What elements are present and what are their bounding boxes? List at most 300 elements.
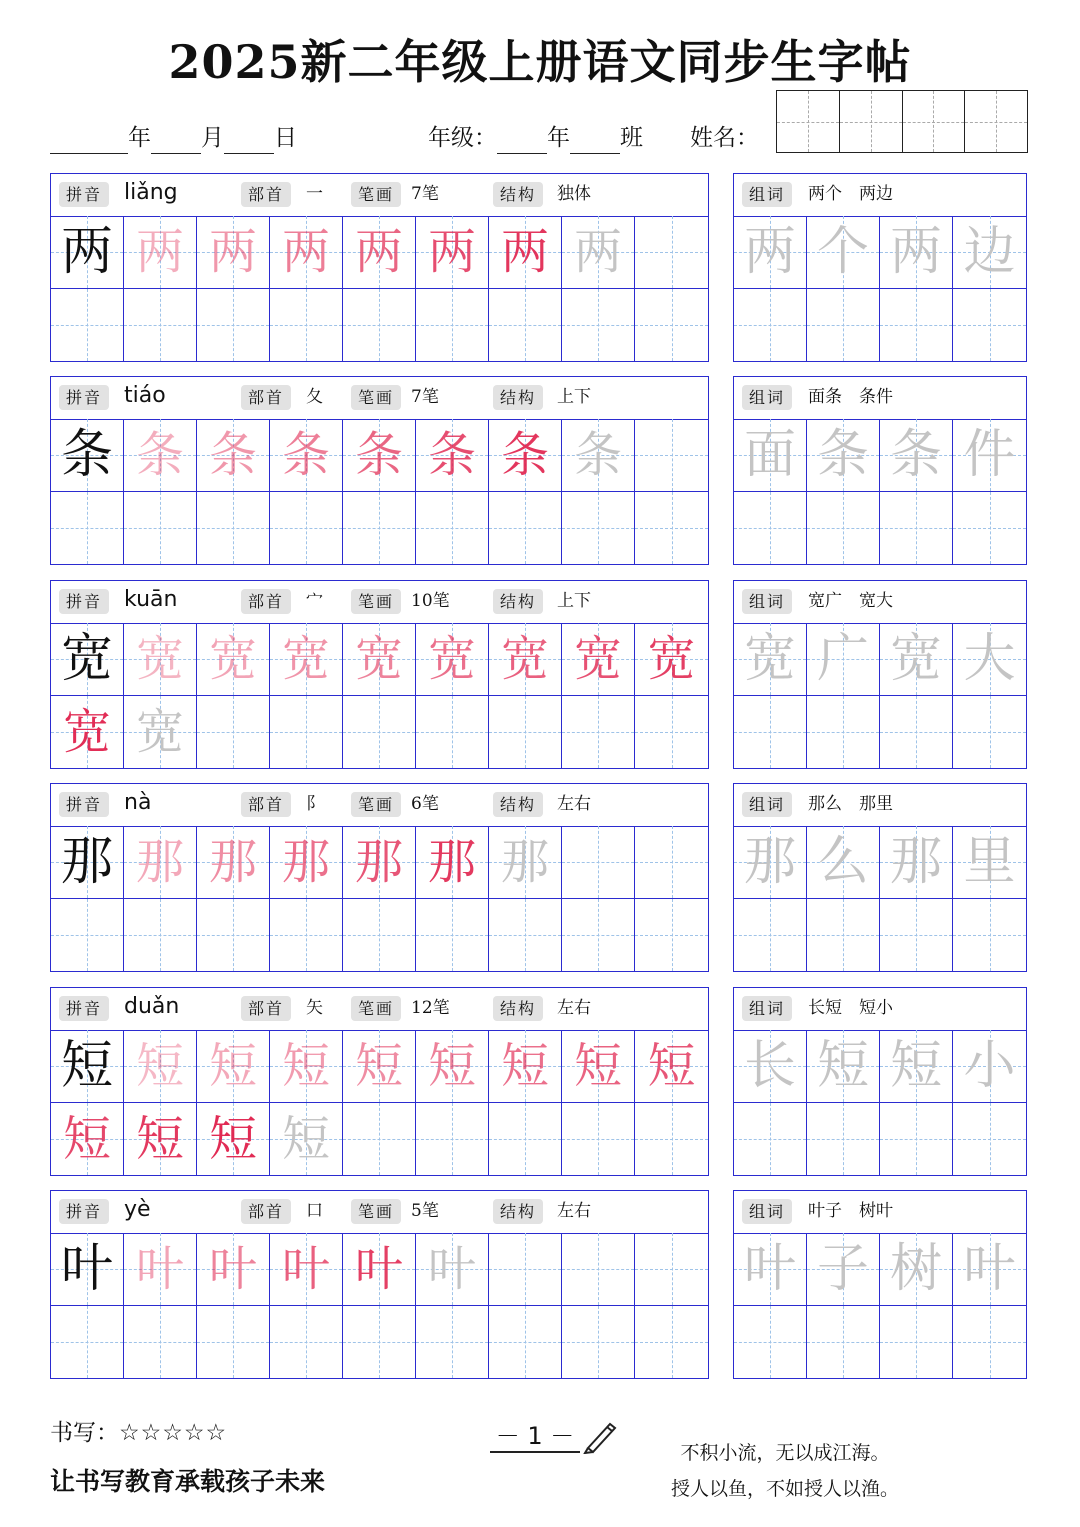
page-number: － 1 － (495, 1422, 575, 1450)
model-character: 宽 (60, 628, 113, 689)
word-cell[interactable] (734, 1030, 807, 1103)
name-cell[interactable] (840, 91, 903, 152)
char-info-bar (51, 784, 708, 827)
practice-cell[interactable] (343, 289, 416, 362)
words-label: 组词 (742, 182, 792, 207)
model-character: 短 (60, 1035, 113, 1096)
practice-cell[interactable] (197, 289, 270, 362)
pinyin-label: 拼音 (59, 182, 109, 207)
words-label: 组词 (742, 1199, 792, 1224)
stroke-order-step: 短 (647, 1037, 696, 1094)
practice-cell[interactable] (343, 492, 416, 565)
practice-cell[interactable] (635, 289, 708, 362)
practice-cell[interactable] (562, 1103, 635, 1176)
word-trace-character: 小 (963, 1035, 1016, 1096)
pinyin-value: tiáo (124, 383, 166, 408)
date-line (50, 122, 297, 154)
stroke-order-step: 叶 (354, 1240, 403, 1297)
pinyin-value: yè (124, 1197, 151, 1222)
word-cell[interactable] (807, 492, 880, 565)
stroke-order-step: 短 (208, 1110, 257, 1167)
practice-cell[interactable] (124, 492, 197, 565)
pinyin-value: nà (124, 790, 152, 815)
word-cell[interactable] (734, 696, 807, 769)
day-label: 日 (274, 125, 297, 151)
practice-cell[interactable] (343, 1306, 416, 1379)
practice-cell[interactable] (51, 216, 124, 289)
words-value: 叶子 树叶 (808, 1201, 893, 1221)
model-character: 那 (60, 831, 113, 892)
char-panel (50, 173, 709, 362)
practice-cell[interactable] (416, 1233, 489, 1306)
stroke-order-step: 那 (208, 833, 257, 890)
practice-cell[interactable] (51, 492, 124, 565)
practice-cell[interactable] (489, 623, 562, 696)
strokes-value: 10笔 (411, 591, 450, 611)
word-cell[interactable] (953, 289, 1026, 362)
grade-year-blank[interactable] (497, 127, 547, 154)
words-value: 那么 那里 (808, 794, 893, 814)
word-cell[interactable] (880, 1306, 953, 1379)
practice-cell[interactable] (562, 899, 635, 972)
word-cell[interactable] (807, 623, 880, 696)
strokes-value: 5笔 (411, 1201, 439, 1221)
practice-cell[interactable] (124, 826, 197, 899)
word-cell[interactable] (880, 696, 953, 769)
word-trace-character: 件 (963, 424, 1016, 485)
practice-cell[interactable] (270, 419, 343, 492)
pinyin-value: kuān (124, 587, 178, 612)
word-trace-character: 么 (816, 831, 869, 892)
stroke-order-step: 条 (427, 426, 476, 483)
practice-cell[interactable] (124, 419, 197, 492)
strokes-label: 笔画 (351, 996, 401, 1021)
char-panel (50, 376, 709, 565)
practice-grid (51, 216, 708, 361)
practice-cell[interactable] (270, 1030, 343, 1103)
word-cell[interactable] (734, 826, 807, 899)
char-panel (50, 580, 709, 769)
practice-cell[interactable] (416, 1030, 489, 1103)
stroke-order-step: 短 (427, 1037, 476, 1094)
radical-value: 阝 (306, 794, 323, 814)
word-trace-character: 树 (889, 1238, 942, 1299)
practice-cell[interactable] (562, 1306, 635, 1379)
words-label: 组词 (742, 792, 792, 817)
word-cell[interactable] (880, 899, 953, 972)
day-blank[interactable] (224, 127, 274, 154)
practice-cell[interactable] (416, 826, 489, 899)
model-character: 两 (60, 221, 113, 282)
strokes-label: 笔画 (351, 589, 401, 614)
words-panel (733, 580, 1027, 769)
name-cell[interactable] (965, 91, 1027, 152)
page-number-underline (490, 1451, 580, 1453)
practice-cell[interactable] (270, 289, 343, 362)
word-cell[interactable] (953, 216, 1026, 289)
words-info-bar (734, 988, 1026, 1031)
practice-cell[interactable] (562, 216, 635, 289)
structure-label: 结构 (493, 182, 543, 207)
practice-cell[interactable] (635, 492, 708, 565)
stroke-order-step: 条 (354, 426, 403, 483)
practice-cell[interactable] (343, 419, 416, 492)
stroke-order-step: 条 (135, 426, 184, 483)
practice-cell[interactable] (51, 289, 124, 362)
rating-label: 书写： (50, 1420, 119, 1446)
practice-cell[interactable] (416, 623, 489, 696)
practice-cell[interactable] (489, 419, 562, 492)
words-label: 组词 (742, 996, 792, 1021)
practice-cell[interactable] (635, 1030, 708, 1103)
stroke-order-step: 短 (281, 1110, 330, 1167)
word-cell[interactable] (953, 1030, 1026, 1103)
words-info-bar (734, 784, 1026, 827)
word-cell[interactable] (880, 623, 953, 696)
structure-value: 上下 (557, 591, 591, 611)
practice-cell[interactable] (270, 1233, 343, 1306)
practice-cell[interactable] (51, 1306, 124, 1379)
word-cell[interactable] (807, 696, 880, 769)
practice-cell[interactable] (343, 696, 416, 769)
practice-cell[interactable] (270, 216, 343, 289)
practice-cell[interactable] (489, 1030, 562, 1103)
word-trace-character: 长 (743, 1035, 796, 1096)
practice-cell[interactable] (635, 826, 708, 899)
word-trace-character: 叶 (963, 1238, 1016, 1299)
words-grid (734, 1233, 1026, 1378)
stroke-order-step: 短 (208, 1037, 257, 1094)
practice-cell[interactable] (416, 696, 489, 769)
word-trace-character: 边 (963, 221, 1016, 282)
word-cell[interactable] (807, 1030, 880, 1103)
practice-cell[interactable] (635, 899, 708, 972)
stroke-order-step: 宽 (354, 630, 403, 687)
radical-value: 夂 (306, 387, 323, 407)
practice-cell[interactable] (343, 1233, 416, 1306)
practice-cell[interactable] (124, 1306, 197, 1379)
structure-label: 结构 (493, 792, 543, 817)
word-cell[interactable] (734, 419, 807, 492)
radical-value: 一 (306, 184, 323, 204)
word-cell[interactable] (880, 1103, 953, 1176)
words-grid (734, 623, 1026, 768)
slogan: 让书写教育承载孩子未来 (50, 1467, 326, 1496)
practice-cell[interactable] (270, 1103, 343, 1176)
word-trace-character: 短 (816, 1035, 869, 1096)
stroke-order-step: 叶 (281, 1240, 330, 1297)
pinyin-label: 拼音 (59, 996, 109, 1021)
practice-cell[interactable] (489, 1103, 562, 1176)
word-cell[interactable] (807, 289, 880, 362)
word-cell[interactable] (807, 899, 880, 972)
char-info-bar (51, 1191, 708, 1234)
stroke-order-step: 两 (500, 223, 549, 280)
word-cell[interactable] (953, 1306, 1026, 1379)
practice-cell[interactable] (635, 623, 708, 696)
stroke-order-step: 条 (573, 426, 622, 483)
structure-value: 左右 (557, 794, 591, 814)
practice-cell[interactable] (197, 1030, 270, 1103)
practice-grid (51, 1233, 708, 1378)
word-cell[interactable] (807, 1103, 880, 1176)
practice-grid (51, 623, 708, 768)
practice-cell[interactable] (489, 696, 562, 769)
radical-label: 部首 (241, 182, 291, 207)
grade-class-blank[interactable] (570, 127, 620, 154)
structure-label: 结构 (493, 589, 543, 614)
word-cell[interactable] (953, 899, 1026, 972)
practice-cell[interactable] (197, 826, 270, 899)
word-cell[interactable] (734, 289, 807, 362)
practice-cell[interactable] (51, 826, 124, 899)
word-trace-character: 面 (743, 424, 796, 485)
practice-cell[interactable] (124, 289, 197, 362)
grade-year-label: 年 (547, 125, 570, 151)
name-cell[interactable] (903, 91, 966, 152)
practice-cell[interactable] (197, 1103, 270, 1176)
radical-value: 口 (306, 1201, 323, 1221)
pinyin-label: 拼音 (59, 1199, 109, 1224)
practice-cell[interactable] (124, 1030, 197, 1103)
stroke-order-step: 两 (135, 223, 184, 280)
practice-cell[interactable] (562, 696, 635, 769)
practice-cell[interactable] (416, 1103, 489, 1176)
year-blank[interactable] (50, 127, 128, 154)
structure-value: 上下 (557, 387, 591, 407)
practice-cell[interactable] (51, 1103, 124, 1176)
stroke-order-step: 宽 (208, 630, 257, 687)
stroke-order-step: 宽 (573, 630, 622, 687)
practice-cell[interactable] (343, 216, 416, 289)
practice-cell[interactable] (489, 492, 562, 565)
stroke-order-step: 短 (500, 1037, 549, 1094)
word-cell[interactable] (734, 492, 807, 565)
practice-cell[interactable] (489, 289, 562, 362)
word-cell[interactable] (734, 623, 807, 696)
word-cell[interactable] (880, 826, 953, 899)
rating-stars[interactable]: ☆☆☆☆☆ (119, 1420, 228, 1446)
practice-cell[interactable] (197, 1233, 270, 1306)
char-panel (50, 783, 709, 972)
practice-cell[interactable] (489, 1233, 562, 1306)
practice-cell[interactable] (270, 696, 343, 769)
practice-cell[interactable] (197, 1306, 270, 1379)
practice-cell[interactable] (51, 1030, 124, 1103)
word-trace-character: 那 (889, 831, 942, 892)
grade-label: 年级： (428, 125, 497, 151)
word-cell[interactable] (734, 1306, 807, 1379)
word-cell[interactable] (807, 216, 880, 289)
rating (50, 1414, 227, 1447)
practice-cell[interactable] (562, 419, 635, 492)
practice-cell[interactable] (416, 899, 489, 972)
practice-cell[interactable] (562, 1233, 635, 1306)
practice-cell[interactable] (416, 289, 489, 362)
stroke-order-step: 两 (208, 223, 257, 280)
char-info-bar (51, 988, 708, 1031)
words-info-bar (734, 581, 1026, 624)
word-cell[interactable] (807, 419, 880, 492)
word-cell[interactable] (953, 826, 1026, 899)
practice-cell[interactable] (635, 419, 708, 492)
practice-cell[interactable] (197, 216, 270, 289)
stroke-order-step: 短 (573, 1037, 622, 1094)
month-blank[interactable] (151, 127, 201, 154)
stroke-order-step: 短 (62, 1110, 111, 1167)
practice-cell[interactable] (197, 492, 270, 565)
word-trace-character: 大 (963, 628, 1016, 689)
structure-value: 左右 (557, 998, 591, 1018)
practice-cell[interactable] (51, 899, 124, 972)
words-label: 组词 (742, 589, 792, 614)
word-cell[interactable] (880, 216, 953, 289)
stroke-order-step: 两 (281, 223, 330, 280)
practice-cell[interactable] (124, 623, 197, 696)
word-cell[interactable] (807, 1306, 880, 1379)
structure-value: 独体 (557, 184, 591, 204)
word-cell[interactable] (880, 1233, 953, 1306)
stroke-order-step: 两 (573, 223, 622, 280)
practice-cell[interactable] (270, 899, 343, 972)
stroke-order-step: 宽 (427, 630, 476, 687)
grade-line (428, 122, 643, 154)
words-value: 宽广 宽大 (808, 591, 893, 611)
word-cell[interactable] (807, 826, 880, 899)
word-cell[interactable] (734, 1103, 807, 1176)
word-cell[interactable] (734, 216, 807, 289)
practice-cell[interactable] (343, 1103, 416, 1176)
word-trace-character: 宽 (743, 628, 796, 689)
practice-cell[interactable] (562, 492, 635, 565)
practice-cell[interactable] (562, 289, 635, 362)
practice-cell[interactable] (197, 696, 270, 769)
practice-cell[interactable] (343, 899, 416, 972)
practice-cell[interactable] (51, 623, 124, 696)
practice-cell[interactable] (416, 492, 489, 565)
practice-cell[interactable] (562, 826, 635, 899)
word-cell[interactable] (953, 492, 1026, 565)
practice-cell[interactable] (197, 419, 270, 492)
word-cell[interactable] (953, 1233, 1026, 1306)
word-cell[interactable] (880, 1030, 953, 1103)
practice-cell[interactable] (197, 623, 270, 696)
stroke-order-step: 宽 (281, 630, 330, 687)
practice-cell[interactable] (270, 826, 343, 899)
word-trace-character: 里 (963, 831, 1016, 892)
word-cell[interactable] (953, 696, 1026, 769)
stroke-order-step: 两 (427, 223, 476, 280)
practice-grid (51, 826, 708, 971)
radical-label: 部首 (241, 1199, 291, 1224)
model-character: 叶 (60, 1238, 113, 1299)
practice-cell[interactable] (489, 216, 562, 289)
pinyin-label: 拼音 (59, 792, 109, 817)
practice-cell[interactable] (270, 1306, 343, 1379)
word-cell[interactable] (734, 1233, 807, 1306)
practice-cell[interactable] (416, 1306, 489, 1379)
word-cell[interactable] (953, 419, 1026, 492)
words-value: 两个 两边 (808, 184, 893, 204)
practice-cell[interactable] (51, 1233, 124, 1306)
radical-value: 矢 (306, 998, 323, 1018)
char-panel (50, 1190, 709, 1379)
practice-cell[interactable] (343, 1030, 416, 1103)
practice-cell[interactable] (124, 696, 197, 769)
practice-cell[interactable] (635, 1233, 708, 1306)
practice-cell[interactable] (489, 1306, 562, 1379)
name-cell[interactable] (777, 91, 840, 152)
stroke-order-step: 宽 (135, 630, 184, 687)
word-trace-character: 条 (816, 424, 869, 485)
practice-cell[interactable] (635, 696, 708, 769)
practice-cell[interactable] (635, 1306, 708, 1379)
practice-cell[interactable] (270, 492, 343, 565)
word-cell[interactable] (734, 899, 807, 972)
strokes-label: 笔画 (351, 1199, 401, 1224)
stroke-order-step: 宽 (500, 630, 549, 687)
radical-label: 部首 (241, 792, 291, 817)
practice-cell[interactable] (635, 1103, 708, 1176)
word-cell[interactable] (880, 419, 953, 492)
word-trace-character: 那 (743, 831, 796, 892)
stroke-order-step: 那 (281, 833, 330, 890)
stroke-order-step: 叶 (208, 1240, 257, 1297)
radical-value: 宀 (306, 591, 323, 611)
word-cell[interactable] (880, 289, 953, 362)
word-trace-character: 两 (889, 221, 942, 282)
word-cell[interactable] (953, 1103, 1026, 1176)
word-cell[interactable] (953, 623, 1026, 696)
practice-cell[interactable] (270, 623, 343, 696)
practice-cell[interactable] (343, 826, 416, 899)
practice-cell[interactable] (124, 1233, 197, 1306)
practice-cell[interactable] (197, 899, 270, 972)
word-cell[interactable] (807, 1233, 880, 1306)
practice-cell[interactable] (635, 216, 708, 289)
strokes-label: 笔画 (351, 385, 401, 410)
char-info-bar (51, 581, 708, 624)
practice-cell[interactable] (124, 1103, 197, 1176)
practice-cell[interactable] (562, 1030, 635, 1103)
words-panel (733, 173, 1027, 362)
stroke-order-step: 宽 (62, 703, 111, 760)
stroke-order-step: 短 (354, 1037, 403, 1094)
practice-cell[interactable] (124, 216, 197, 289)
strokes-label: 笔画 (351, 182, 401, 207)
practice-cell[interactable] (562, 623, 635, 696)
practice-cell[interactable] (51, 696, 124, 769)
practice-cell[interactable] (416, 419, 489, 492)
word-cell[interactable] (880, 492, 953, 565)
practice-cell[interactable] (489, 826, 562, 899)
word-trace-character: 两 (743, 221, 796, 282)
practice-cell[interactable] (124, 899, 197, 972)
words-info-bar (734, 174, 1026, 217)
practice-cell[interactable] (489, 899, 562, 972)
practice-cell[interactable] (51, 419, 124, 492)
practice-cell[interactable] (343, 623, 416, 696)
name-box[interactable] (776, 90, 1028, 153)
quote-line-2: 授人以鱼，不如授人以渔。 (670, 1478, 899, 1500)
words-grid (734, 1030, 1026, 1175)
practice-cell[interactable] (416, 216, 489, 289)
strokes-value: 12笔 (411, 998, 450, 1018)
stroke-order-step: 条 (281, 426, 330, 483)
stroke-order-step: 那 (427, 833, 476, 890)
stroke-order-step: 那 (354, 833, 403, 890)
stroke-order-step: 叶 (135, 1240, 184, 1297)
